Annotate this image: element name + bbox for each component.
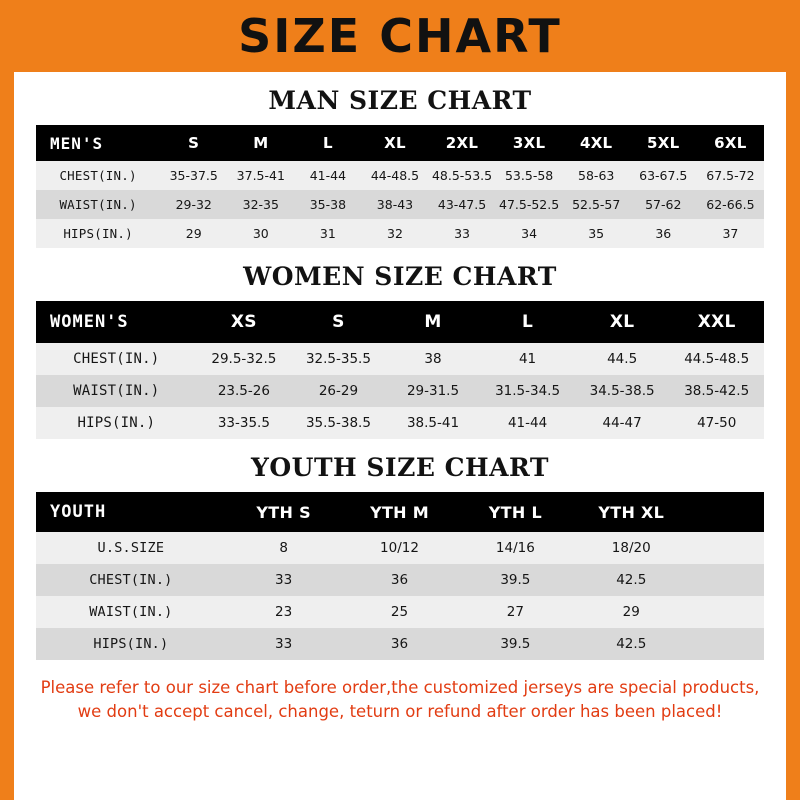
cell: 44-48.5 xyxy=(361,161,428,190)
cell: 31.5-34.5 xyxy=(480,375,575,407)
cell: 29 xyxy=(160,219,227,248)
cell: 42.5 xyxy=(573,564,689,596)
cell: 44.5 xyxy=(575,343,670,375)
cell: 42.5 xyxy=(573,628,689,660)
header-cell-m: M xyxy=(386,301,481,343)
row-label-hips: HIPS(IN.) xyxy=(36,628,226,660)
header-cell-4xl: 4XL xyxy=(563,125,630,161)
table-row xyxy=(36,564,764,596)
row-label-chest: CHEST(IN.) xyxy=(36,343,197,375)
cell: 38-43 xyxy=(361,190,428,219)
header-cell-rowlabel: YOUTH xyxy=(36,492,226,532)
header-cell-yth-xl: YTH XL xyxy=(573,492,689,532)
cell: 29-31.5 xyxy=(386,375,481,407)
header-cell-yth-s: YTH S xyxy=(226,492,342,532)
cell: 43-47.5 xyxy=(429,190,496,219)
page-title: SIZE CHART xyxy=(238,9,562,63)
cell: 36 xyxy=(342,564,458,596)
cell: 35.5-38.5 xyxy=(291,407,386,439)
footer-line-2: we don't accept cancel, change, teturn or refund after order has been placed! xyxy=(77,701,723,721)
cell: 35-38 xyxy=(294,190,361,219)
cell: 44.5-48.5 xyxy=(669,343,764,375)
cell: 32.5-35.5 xyxy=(291,343,386,375)
cell-spacer xyxy=(689,596,764,628)
table-row xyxy=(36,532,764,564)
cell: 44-47 xyxy=(575,407,670,439)
header-cell-l: L xyxy=(480,301,575,343)
cell: 39.5 xyxy=(457,628,573,660)
header-cell-5xl: 5XL xyxy=(630,125,697,161)
cell: 39.5 xyxy=(457,564,573,596)
row-label-chest: CHEST(IN.) xyxy=(36,564,226,596)
cell: 47-50 xyxy=(669,407,764,439)
cell: 37 xyxy=(697,219,764,248)
cell: 52.5-57 xyxy=(563,190,630,219)
table-row xyxy=(36,161,764,190)
cell: 41 xyxy=(480,343,575,375)
cell: 36 xyxy=(342,628,458,660)
section-title-man: MAN SIZE CHART xyxy=(268,86,532,115)
cell: 14/16 xyxy=(457,532,573,564)
cell: 23.5-26 xyxy=(197,375,292,407)
cell: 63-67.5 xyxy=(630,161,697,190)
cell-spacer xyxy=(689,532,764,564)
table-header-row xyxy=(36,492,764,532)
cell: 32 xyxy=(361,219,428,248)
cell: 33 xyxy=(226,628,342,660)
cell: 35-37.5 xyxy=(160,161,227,190)
header-cell-l: L xyxy=(294,125,361,161)
cell: 38.5-41 xyxy=(386,407,481,439)
header-cell-3xl: 3XL xyxy=(496,125,563,161)
table-row xyxy=(36,407,764,439)
header-cell-xxl: XXL xyxy=(669,301,764,343)
cell: 48.5-53.5 xyxy=(429,161,496,190)
row-label-waist: WAIST(IN.) xyxy=(36,375,197,407)
header-cell-s: S xyxy=(291,301,386,343)
cell: 33 xyxy=(429,219,496,248)
cell: 41-44 xyxy=(480,407,575,439)
youth-size-table xyxy=(36,492,764,660)
cell: 10/12 xyxy=(342,532,458,564)
cell: 35 xyxy=(563,219,630,248)
header-cell-spacer xyxy=(689,492,764,532)
section-man xyxy=(14,86,786,248)
cell: 34 xyxy=(496,219,563,248)
section-women xyxy=(14,262,786,439)
row-label-waist: WAIST(IN.) xyxy=(36,190,160,219)
cell: 38.5-42.5 xyxy=(669,375,764,407)
section-youth xyxy=(14,453,786,660)
cell: 29 xyxy=(573,596,689,628)
header-cell-rowlabel: MEN'S xyxy=(36,125,160,161)
cell: 29.5-32.5 xyxy=(197,343,292,375)
cell: 25 xyxy=(342,596,458,628)
header-cell-xs: XS xyxy=(197,301,292,343)
cell: 38 xyxy=(386,343,481,375)
cell: 36 xyxy=(630,219,697,248)
cell: 67.5-72 xyxy=(697,161,764,190)
row-label-waist: WAIST(IN.) xyxy=(36,596,226,628)
cell: 53.5-58 xyxy=(496,161,563,190)
cell: 37.5-41 xyxy=(227,161,294,190)
header-cell-xl: XL xyxy=(361,125,428,161)
row-label-hips: HIPS(IN.) xyxy=(36,219,160,248)
cell: 31 xyxy=(294,219,361,248)
table-row xyxy=(36,375,764,407)
cell: 32-35 xyxy=(227,190,294,219)
cell: 34.5-38.5 xyxy=(575,375,670,407)
header-cell-m: M xyxy=(227,125,294,161)
cell: 41-44 xyxy=(294,161,361,190)
cell: 8 xyxy=(226,532,342,564)
cell-spacer xyxy=(689,564,764,596)
table-header-row xyxy=(36,125,764,161)
cell: 33-35.5 xyxy=(197,407,292,439)
header-cell-yth-m: YTH M xyxy=(342,492,458,532)
header-cell-s: S xyxy=(160,125,227,161)
table-row xyxy=(36,219,764,248)
table-row xyxy=(36,343,764,375)
cell: 29-32 xyxy=(160,190,227,219)
cell: 26-29 xyxy=(291,375,386,407)
cell-spacer xyxy=(689,628,764,660)
header-cell-xl: XL xyxy=(575,301,670,343)
table-row xyxy=(36,628,764,660)
section-title-women: WOMEN SIZE CHART xyxy=(243,262,557,291)
row-label-hips: HIPS(IN.) xyxy=(36,407,197,439)
row-label-us-size: U.S.SIZE xyxy=(36,532,226,564)
section-title-youth: YOUTH SIZE CHART xyxy=(251,453,549,482)
footer-line-1: Please refer to our size chart before order,the customized jerseys are special products, xyxy=(40,678,760,697)
table-header-row xyxy=(36,301,764,343)
row-label-chest: CHEST(IN.) xyxy=(36,161,160,190)
cell: 58-63 xyxy=(563,161,630,190)
header-cell-rowlabel: WOMEN'S xyxy=(36,301,197,343)
cell: 57-62 xyxy=(630,190,697,219)
table-row xyxy=(36,596,764,628)
cell: 62-66.5 xyxy=(697,190,764,219)
cell: 33 xyxy=(226,564,342,596)
man-size-table xyxy=(36,125,764,248)
cell: 27 xyxy=(457,596,573,628)
table-row xyxy=(36,190,764,219)
footer-note xyxy=(24,676,776,724)
header-cell-2xl: 2XL xyxy=(429,125,496,161)
header-cell-yth-l: YTH L xyxy=(457,492,573,532)
cell: 47.5-52.5 xyxy=(496,190,563,219)
women-size-table xyxy=(36,301,764,439)
cell: 23 xyxy=(226,596,342,628)
cell: 30 xyxy=(227,219,294,248)
cell: 18/20 xyxy=(573,532,689,564)
header-cell-6xl: 6XL xyxy=(697,125,764,161)
header-band xyxy=(0,0,800,72)
